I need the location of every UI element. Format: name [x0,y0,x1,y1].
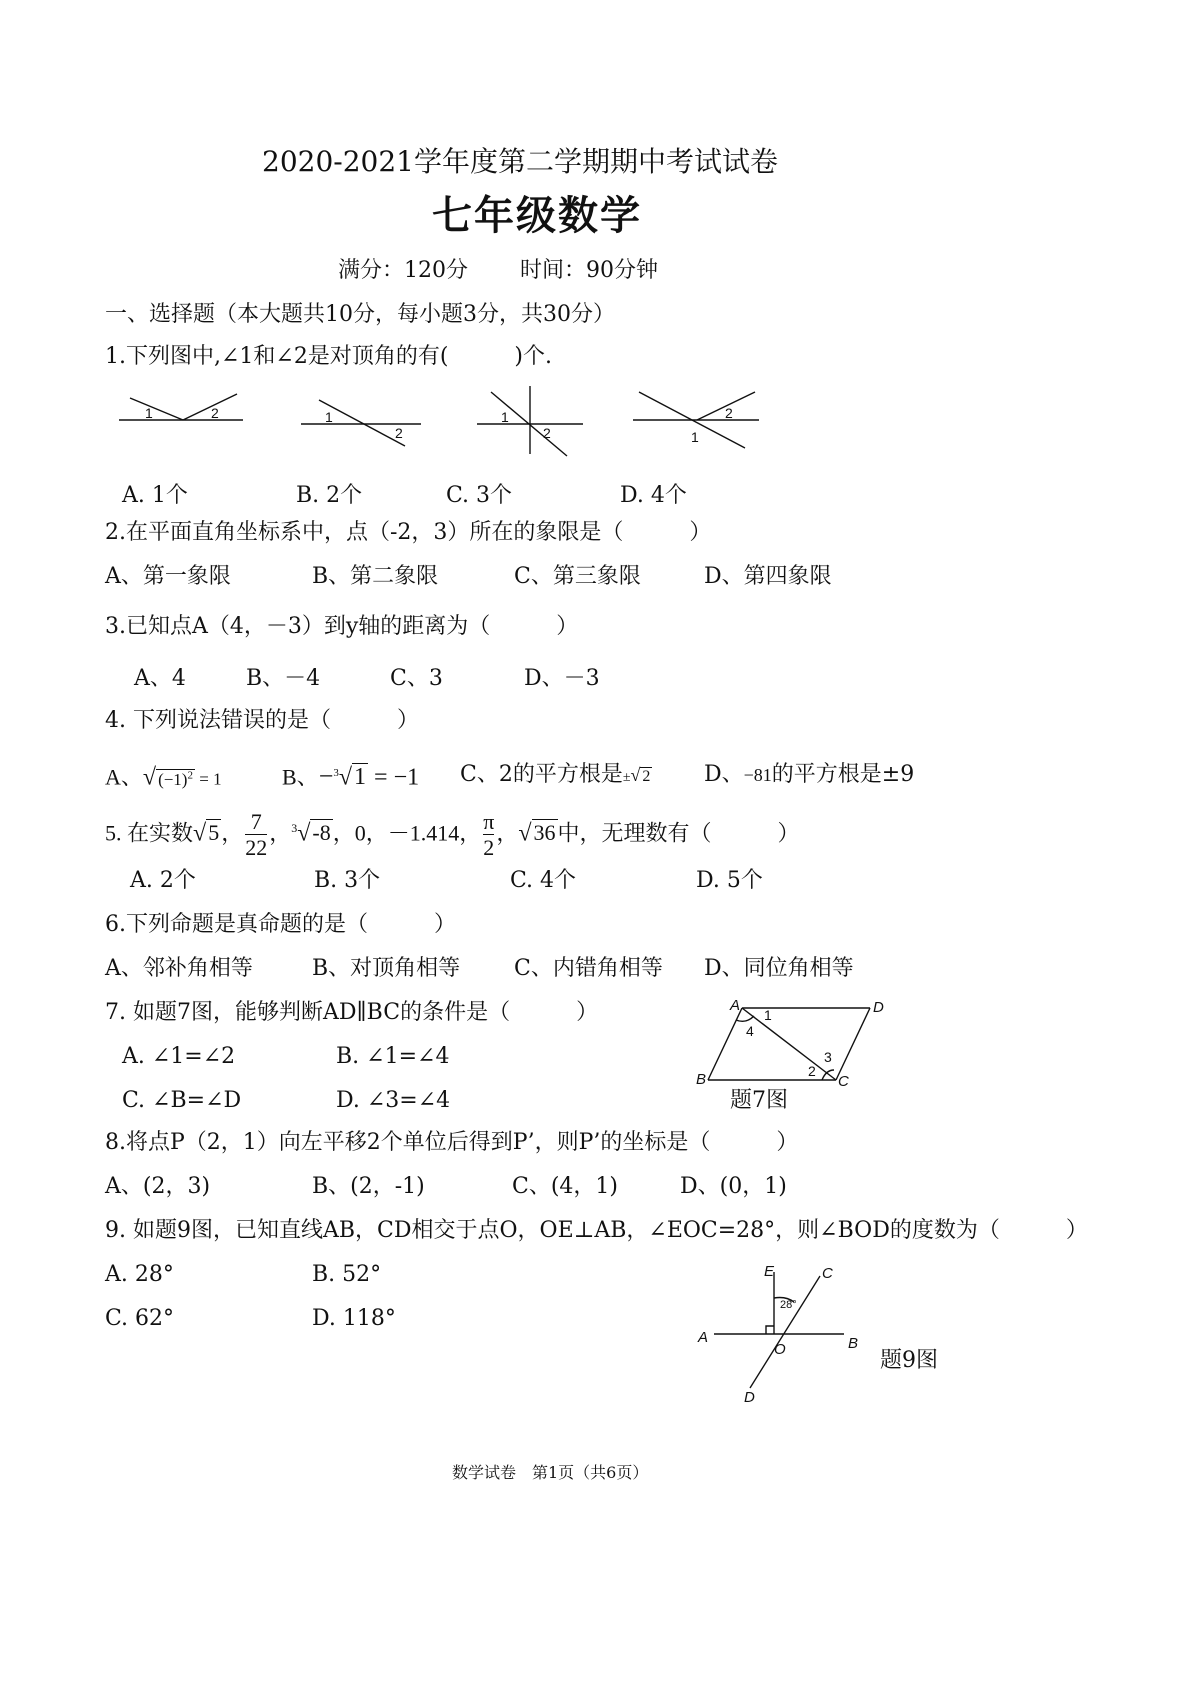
q6-stem: 6.下列命题是真命题的是（ ） [105,912,456,937]
q5-fraction-pi-2: $\frac{\pi}{2}$ [483,809,495,861]
q7-option-d[interactable]: D. ∠3=∠4 [336,1088,451,1113]
q5-stem: 5. 在实数√5， $\frac{7}{22}$ ，$^3$√-8，0，－1.414， $\frac{\pi}{2}$ ，√36中，无理数有（ ） [105,809,800,861]
score-info: 满分：120分 [338,258,468,283]
q9-option-b[interactable]: B. 52° [312,1262,382,1287]
q3-option-b[interactable]: B、－4 [246,666,321,691]
q1-figures [105,378,785,468]
q7-option-c[interactable]: C. ∠B=∠D [122,1088,242,1113]
q7-label-b: B [696,1071,707,1086]
q5-option-b[interactable]: B. 3个 [314,868,381,893]
q6-option-b[interactable]: B、对顶角相等 [312,956,461,981]
q9-label-b: B [848,1335,859,1352]
exam-title: 2020-2021学年度第二学期期中考试试卷 [262,145,778,178]
q5-option-a[interactable]: A. 2个 [130,868,196,893]
q1-fig1-label-1: 1 [145,405,153,421]
q9-label-e: E [764,1263,775,1280]
q7-figure [690,994,900,1086]
q8-option-a[interactable]: A、(2，3) [105,1174,211,1199]
q9-stem: 9. 如题9图，已知直线AB，CD相交于点O，OE⊥AB，∠EOC=28°，则∠BOD的度数为（ ） [105,1218,1088,1243]
q9-label-o: O [774,1341,786,1358]
q2-option-d[interactable]: D、第四象限 [704,564,832,589]
q5-option-c[interactable]: C. 4个 [510,868,577,893]
q2-option-c[interactable]: C、第三象限 [514,564,641,589]
q9-option-a[interactable]: A. 28° [105,1262,174,1287]
q8-option-c[interactable]: C、(4，1) [512,1174,618,1199]
q1-fig1-label-2: 2 [211,405,219,421]
q9-figure [690,1258,880,1408]
q9-option-c[interactable]: C. 62° [105,1306,175,1331]
page-footer: 数学试卷 第1页（共6页） [452,1463,649,1482]
q8-stem: 8.将点P（2，1）向左平移2个单位后得到P’，则P’的坐标是（ ） [105,1130,799,1155]
q1-fig3-label-1: 1 [501,409,509,425]
q4-stem: 4. 下列说法错误的是（ ） [105,708,419,733]
q1-option-a[interactable]: A. 1个 [122,483,188,508]
q7-label-a: A [730,997,741,1014]
q7-label-angle3: 3 [824,1049,832,1065]
q7-label-angle2: 2 [808,1063,816,1079]
q9-option-d[interactable]: D. 118° [312,1306,396,1331]
q3-option-a[interactable]: A、4 [134,666,186,691]
q6-option-a[interactable]: A、邻补角相等 [105,956,253,981]
q9-angle-label: 28° [780,1299,797,1311]
q7-label-angle4: 4 [746,1023,754,1039]
q7-label-c: C [838,1073,849,1086]
q6-option-c[interactable]: C、内错角相等 [514,956,663,981]
q6-option-d[interactable]: D、同位角相等 [704,956,854,981]
q1-stem: 1.下列图中,∠1和∠2是对顶角的有( )个. [105,344,553,369]
q2-option-a[interactable]: A、第一象限 [105,564,231,589]
q1-option-b[interactable]: B. 2个 [296,483,363,508]
q7-option-a[interactable]: A. ∠1=∠2 [122,1044,236,1069]
q1-fig4-label-1: 1 [691,429,699,445]
q1-option-c[interactable]: C. 3个 [446,483,513,508]
q9-label-d: D [744,1389,755,1406]
q9-figure-caption: 题9图 [880,1348,938,1373]
q2-option-b[interactable]: B、第二象限 [312,564,439,589]
q7-label-d: D [873,999,884,1016]
q7-label-angle1: 1 [764,1007,772,1023]
q9-label-c: C [822,1265,833,1282]
q8-option-d[interactable]: D、(0，1) [680,1174,787,1199]
q4-option-d[interactable]: D、−81的平方根是±9 [704,762,915,787]
q4-option-a[interactable]: A、√ $(-1)^2 = 1$ [105,764,222,791]
q7-stem: 7. 如题7图，能够判断AD∥BC的条件是（ ） [105,1000,599,1025]
q1-fig2-label-2: 2 [395,425,403,441]
q5-fraction-7-22: $\frac{7}{22}$ [245,809,268,861]
q1-option-d[interactable]: D. 4个 [620,483,687,508]
q7-figure-caption: 题7图 [730,1088,788,1113]
section-heading: 一、选择题（本大题共10分，每小题3分，共30分） [105,302,615,327]
q5-option-d[interactable]: D. 5个 [696,868,763,893]
q7-option-b[interactable]: B. ∠1=∠4 [336,1044,450,1069]
q1-fig4-label-2: 2 [725,405,733,421]
q4-option-b[interactable]: B、−$^3$√1 = −1 [282,761,420,791]
q3-stem: 3.已知点A（4，－3）到y轴的距离为（ ） [105,614,579,639]
q1-fig2-label-1: 1 [325,409,333,425]
q4-option-c[interactable]: C、2的平方根是±√ 2 [460,762,651,787]
q9-label-a: A [698,1329,709,1346]
q2-stem: 2.在平面直角坐标系中，点（-2，3）所在的象限是（ ） [105,520,712,545]
subject-title: 七年级数学 [432,192,642,239]
q8-option-b[interactable]: B、(2，-1) [312,1174,425,1199]
time-info: 时间：90分钟 [520,258,658,283]
q3-option-d[interactable]: D、－3 [524,666,600,691]
q3-option-c[interactable]: C、3 [390,666,443,691]
q1-fig3-label-2: 2 [543,425,551,441]
